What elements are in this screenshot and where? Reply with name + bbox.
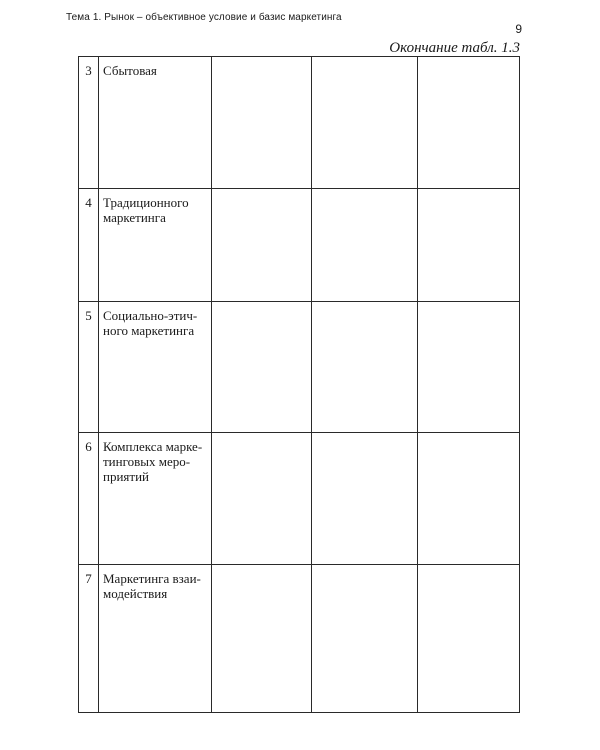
empty-cell bbox=[212, 189, 312, 302]
row-number: 3 bbox=[79, 57, 99, 189]
empty-cell bbox=[212, 433, 312, 565]
concept-name: Маркетинга взаи- модействия bbox=[99, 565, 212, 713]
concept-name: Социально-этич- ного маркетинга bbox=[99, 302, 212, 433]
empty-cell bbox=[418, 57, 520, 189]
row-number: 6 bbox=[79, 433, 99, 565]
empty-cell bbox=[418, 565, 520, 713]
empty-cell bbox=[312, 57, 418, 189]
empty-cell bbox=[312, 189, 418, 302]
row-number: 4 bbox=[79, 189, 99, 302]
running-header: Тема 1. Рынок – объективное условие и базис маркетинга bbox=[66, 12, 342, 23]
table-row bbox=[79, 302, 520, 433]
table-row bbox=[79, 189, 520, 302]
row-number: 5 bbox=[79, 302, 99, 433]
empty-cell bbox=[212, 57, 312, 189]
concept-name: Комплекса марке- тинговых меро- приятий bbox=[99, 433, 212, 565]
empty-cell bbox=[312, 565, 418, 713]
empty-cell bbox=[312, 433, 418, 565]
concepts-table bbox=[78, 56, 520, 713]
empty-cell bbox=[418, 189, 520, 302]
concept-name: Сбытовая bbox=[99, 57, 212, 189]
empty-cell bbox=[312, 302, 418, 433]
empty-cell bbox=[212, 565, 312, 713]
concept-name: Традиционного маркетинга bbox=[99, 189, 212, 302]
table-row bbox=[79, 433, 520, 565]
page-number: 9 bbox=[515, 22, 522, 36]
table-row bbox=[79, 565, 520, 713]
row-number: 7 bbox=[79, 565, 99, 713]
table-caption: Окончание табл. 1.3 bbox=[389, 40, 520, 56]
table-row bbox=[79, 57, 520, 189]
empty-cell bbox=[418, 433, 520, 565]
empty-cell bbox=[212, 302, 312, 433]
empty-cell bbox=[418, 302, 520, 433]
